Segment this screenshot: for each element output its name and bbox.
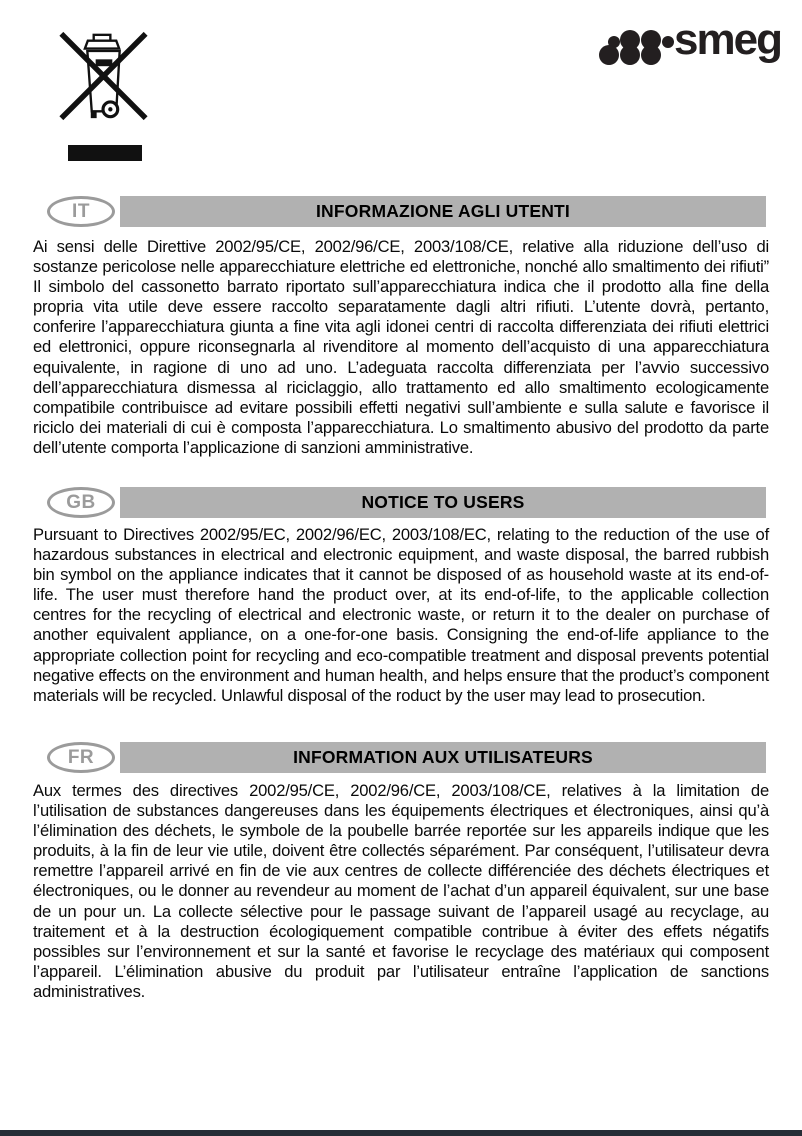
section-title-gb: NOTICE TO USERS (361, 492, 525, 512)
lang-badge-gb-label: GB (66, 491, 96, 513)
section-title-it: INFORMAZIONE AGLI UTENTI (316, 201, 570, 221)
lang-badge-gb (47, 487, 115, 518)
weee-crossed-bin-icon (54, 27, 153, 125)
smeg-wordmark: smeg (674, 15, 781, 64)
lang-badge-fr (47, 742, 115, 773)
section-body-it: Ai sensi delle Direttive 2002/95/CE, 2002/96/CE, 2003/108/CE, relative alla riduzione dell’uso di sostanze pericolose nelle apparecchiature elettriche ed elettroniche, nonché allo smaltimento dei rifiuti” Il simbolo del cassonetto barrato riportato sull’apparecchiatura indica che il prodotto alla fine della propria vita utile deve essere raccolto separatamente dagli altri rifiuti. L’utente dovrà, pertanto, conferire l’apparecchiatura giunta a fine vita agli idonei centri di raccolta differenziata dei rifiuti elettrici ed elettronici, oppure riconsegnarla al rivenditore al momento dell’acquisto di una apparecchiatura equivalente, in ragione di uno ad uno. L’adeguata raccolta differenziata per l’avvio successivo dell’apparecchiatura dismessa al riciclaggio, allo trattamento ed allo smaltimento ecologicamente compatibile contribuisce ad evitare possibili effetti negativi sull’ambiente e sulla salute e favorisce il riciclo dei materiali di cui è composta l’apparecchiatura. Lo smaltimento abusivo del prodotto da parte dell’utente comporta l’applicazione di sanzioni amministrative. (33, 237, 769, 457)
section-body-gb: Pursuant to Directives 2002/95/EC, 2002/96/EC, 2003/108/EC, relating to the reduction of the use of hazardous substances in electrical and electronic equipment, and waste disposal, the barred rubbish bin symbol on the appliance indicates that it cannot be disposed of as household waste at its end-of-life. The user must therefore hand the product over, at its end-of-life, to the applicable collection centres for the recycling of electrical and electronic waste, or return it to the dealer on purchase of another equivalent appliance, on a one-for-one basis. Consigning the end-of-life appliance to the appropriate collection point for recycling and eco-compatible treatment and disposal prevents potential negative effects on the environment and human health, and helps ensure that the product’s component materials will be recycled. Unlawful disposal of the roduct by the user may lead to prosecution. (33, 525, 769, 705)
bottom-page-strip (0, 1130, 802, 1136)
black-registration-bar (68, 145, 142, 161)
section-title-bar-gb (120, 487, 766, 518)
section-title-bar-it (120, 196, 766, 227)
smeg-logo (598, 15, 794, 68)
lang-badge-fr-label: FR (67, 746, 95, 768)
lang-badge-it (47, 196, 115, 227)
section-title-fr: INFORMATION AUX UTILISATEURS (293, 747, 593, 767)
section-title-bar-fr (120, 742, 766, 773)
lang-badge-it-label: IT (72, 200, 90, 222)
smeg-logo-dots-icon (598, 30, 676, 66)
section-body-fr: Aux termes des directives 2002/95/CE, 2002/96/CE, 2003/108/CE, relatives à la limitation de l’utilisation de substances dangereuses dans les équipements électriques et électroniques, ainsi qu’à l’élimination des déchets, le symbole de la poubelle barrée reportée sur les appareils indique que les produits, à la fin de leur vie utile, doivent être collectés séparément. Par conséquent, l’utilisateur devra remettre l’appareil arrivé en fin de vie aux centres de collecte différenciée des déchets électriques et électroniques, ou le donner au revendeur au moment de l’achat d’un appareil équivalent, sur une base de un pour un. La collecte sélective pour le passage suivant de l’appareil usagé au recyclage, au traitement et à la destruction écologiquement compatible contribue à éviter des effets négatifs possibles sur l’environnement et sur la santé et favorise le recyclage des matériaux qui composent l’appareil. L’élimination abusive du produit par l’utilisateur entraîne l’application de sanctions administratives. (33, 781, 769, 1001)
